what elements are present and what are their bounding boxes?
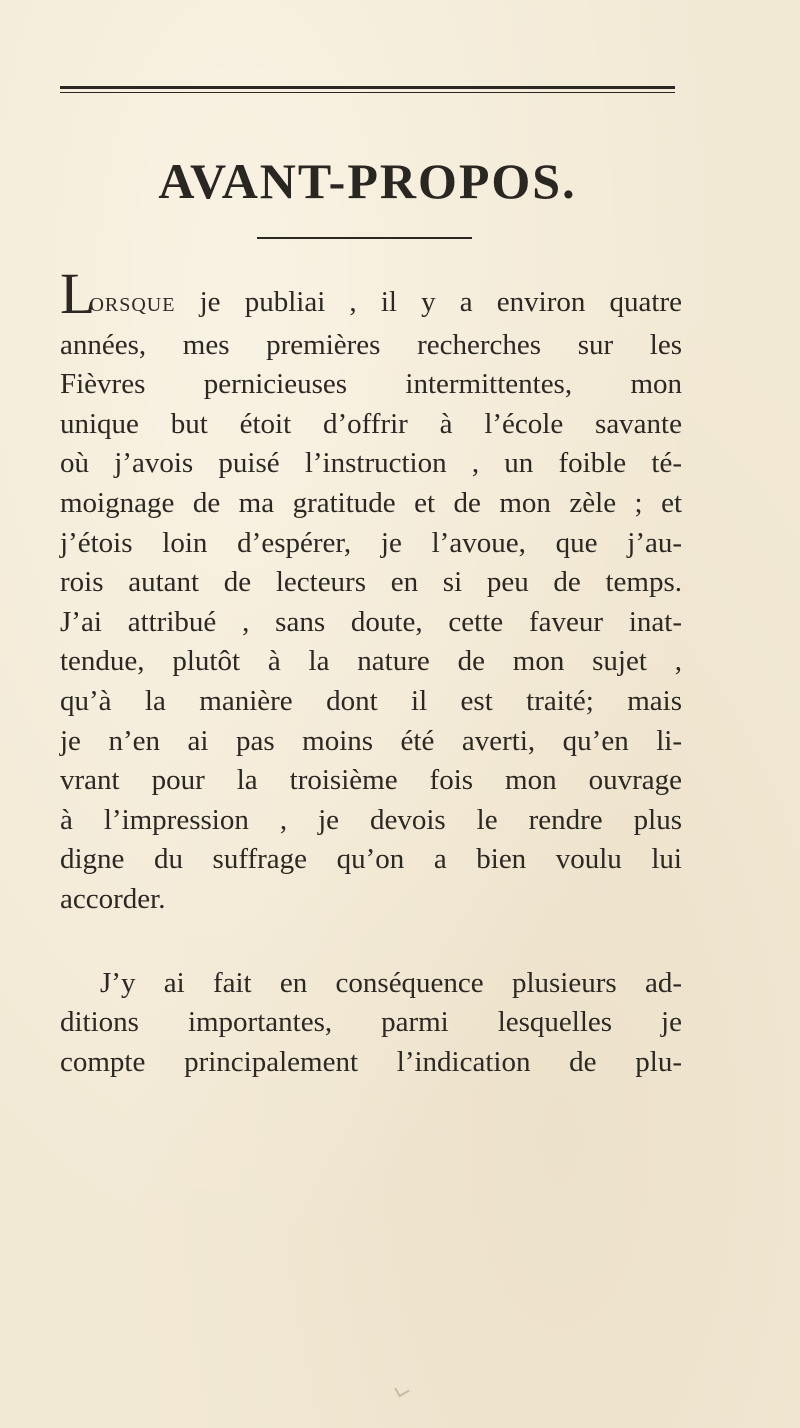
text-line: Fièvres pernicieuses intermittentes, mon bbox=[60, 368, 682, 401]
text-line: je n’en ai pas moins été averti, qu’en li- bbox=[60, 724, 682, 757]
text-line: à l’impression , je devois le rendre plus bbox=[60, 803, 682, 836]
text-line: moignage de ma gratitude et de mon zèle ; et bbox=[60, 486, 682, 519]
text-line: J’ai attribué , sans doute, cette faveur inat- bbox=[60, 605, 682, 638]
header-rule-thick bbox=[60, 86, 675, 89]
text-line: accorder. bbox=[60, 882, 166, 915]
body-text bbox=[60, 261, 682, 1082]
text-line: où j’avois puisé l’instruction , un foible té- bbox=[60, 447, 682, 480]
drop-cap: L bbox=[60, 261, 90, 326]
text-line: j’étois loin d’espérer, je l’avoue, que j’au- bbox=[60, 526, 682, 559]
text-line: J’y ai fait en conséquence plusieurs ad- bbox=[100, 966, 682, 999]
text-line: tendue, plutôt à la nature de mon sujet , bbox=[60, 645, 682, 678]
paper-mark bbox=[394, 1383, 409, 1398]
text-line: vrant pour la troisième fois mon ouvrage bbox=[60, 764, 682, 797]
text-line: ditions importantes, parmi lesquelles je bbox=[60, 1006, 682, 1039]
text-line: unique but étoit d’offrir à l’école savante bbox=[60, 407, 682, 440]
text-line: compte principalement l’indication de plu- bbox=[60, 1045, 682, 1078]
title-rule bbox=[257, 237, 472, 239]
small-caps-word: ORSQUE bbox=[89, 294, 176, 316]
text-line bbox=[60, 261, 682, 326]
paragraph-1 bbox=[60, 261, 682, 920]
page-title: AVANT-PROPOS. bbox=[158, 152, 577, 209]
text-line-content: je publiai , il y a environ quatre bbox=[175, 286, 682, 318]
text-line: années, mes premières recherches sur les bbox=[60, 328, 682, 361]
header-rule-thin bbox=[60, 92, 675, 93]
text-line: digne du suffrage qu’on a bien voulu lui bbox=[60, 843, 682, 876]
text-line: rois autant de lecteurs en si peu de temps. bbox=[60, 566, 682, 599]
text-line: qu’à la manière dont il est traité; mais bbox=[60, 684, 682, 717]
paragraph-2 bbox=[60, 964, 682, 1083]
